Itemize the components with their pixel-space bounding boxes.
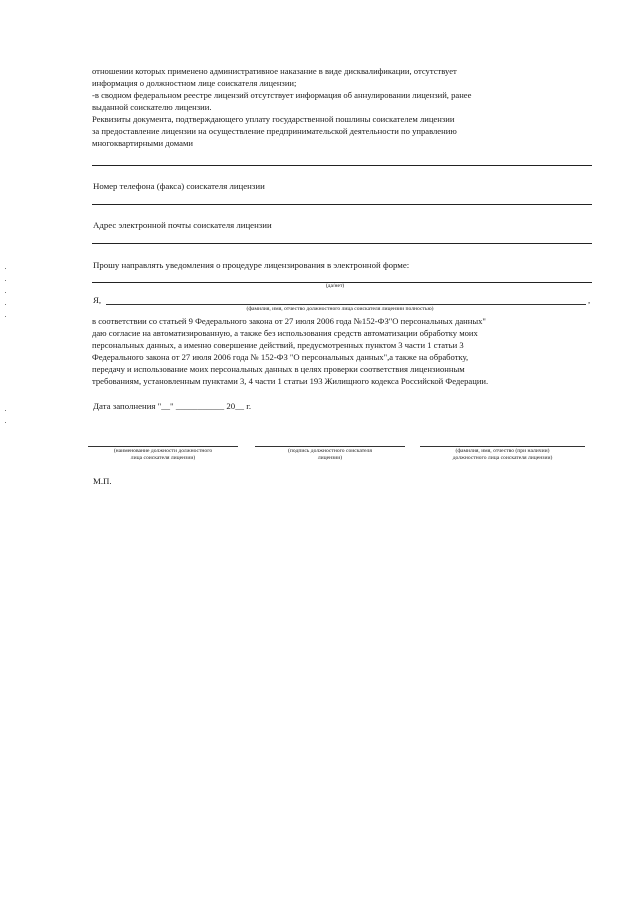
requisites-fill-line[interactable]	[92, 165, 592, 166]
scan-speck	[5, 316, 6, 317]
email-label: Адрес электронной почты соискателя лицензии	[93, 220, 272, 230]
continuation-line-2: информация о должностном лице соискателя лицензии;	[92, 78, 297, 88]
consent-line-4: Федерального закона от 27 июля 2006 года № 152-ФЗ "О персональных данных",а также на обработку,	[92, 352, 469, 362]
fio-signature-line[interactable]	[420, 446, 585, 447]
requisites-line-3: многоквартирными домами	[92, 138, 194, 148]
scan-speck	[5, 292, 6, 293]
continuation-line-4: выданной соискателю лицензии.	[92, 102, 212, 112]
notify-caption: (да/нет)	[325, 283, 345, 289]
position-caption	[85, 448, 241, 462]
fill-date: Дата заполнения "__" ___________ 20__ г.	[93, 401, 252, 411]
consent-prefix: Я,	[93, 295, 102, 305]
consent-line-2: даю согласие на автоматизированную, а также без использования средств автоматизации обработку моих	[92, 328, 478, 338]
requisites-paragraph	[92, 113, 592, 149]
signature-caption-line-2: лицензии)	[317, 455, 343, 461]
scan-speck	[5, 268, 6, 269]
phone-fill-line[interactable]	[92, 204, 592, 205]
continuation-line-1: отношении которых применено административное наказание в виде дисквалификации, отсутствует	[92, 66, 457, 76]
phone-label: Номер телефона (факса) соискателя лицензии	[93, 181, 265, 191]
scan-speck	[5, 304, 6, 305]
fio-caption-line-1: (фамилия, имя, отчество (при наличии)	[455, 448, 550, 454]
consent-line-5: передачу и использование моих персональных данных в целях проверки соответствия лицензионным	[92, 364, 465, 374]
stamp-label: М.П.	[93, 476, 112, 486]
continuation-paragraph	[92, 65, 592, 113]
position-caption-line-1: (наименование должности должностного	[113, 448, 213, 454]
scan-speck	[5, 422, 6, 423]
consent-suffix: ,	[588, 295, 591, 305]
consent-line-3: персональных данных, а именно совершение действий, предусмотренных пунктом 3 части 1 статьи 3	[92, 340, 464, 350]
consent-paragraph	[92, 315, 592, 387]
scan-speck	[5, 280, 6, 281]
scan-speck	[5, 410, 6, 411]
requisites-line-1: Реквизиты документа, подтверждающего уплату государственной пошлины соискателем лицензии	[92, 114, 455, 124]
consent-name-caption: (фамилия, имя, отчество должностного лица соискателя лицензии полностью)	[246, 306, 434, 312]
continuation-line-3: -в сводном федеральном реестре лицензий отсутствует информация об аннулировании лицензий, ранее	[92, 90, 472, 100]
position-signature-line[interactable]	[88, 446, 238, 447]
email-fill-line[interactable]	[92, 243, 592, 244]
consent-line-6: требованиям, установленным пунктами 3, 4 части 1 статьи 193 Жилищного кодекса Российской Федерации.	[92, 376, 489, 386]
signature-caption	[252, 448, 408, 462]
fio-caption-line-2: должностного лица соискателя лицензии)	[452, 455, 553, 461]
requisites-line-2: за предоставление лицензии на осуществление предпринимательской деятельности по управлению	[92, 126, 457, 136]
signature-line[interactable]	[255, 446, 405, 447]
signature-caption-line-1: (подпись должностного соискателя	[288, 448, 372, 454]
consent-name-line[interactable]	[106, 304, 586, 305]
consent-line-1: в соответствии со статьей 9 Федерального закона от 27 июля 2006 года №152-ФЗ"О персональных данных"	[92, 316, 486, 326]
notify-label: Прошу направлять уведомления о процедуре лицензирования в электронной форме:	[93, 260, 410, 270]
fio-caption	[415, 448, 590, 462]
position-caption-line-2: лица соискателя лицензии)	[130, 455, 196, 461]
